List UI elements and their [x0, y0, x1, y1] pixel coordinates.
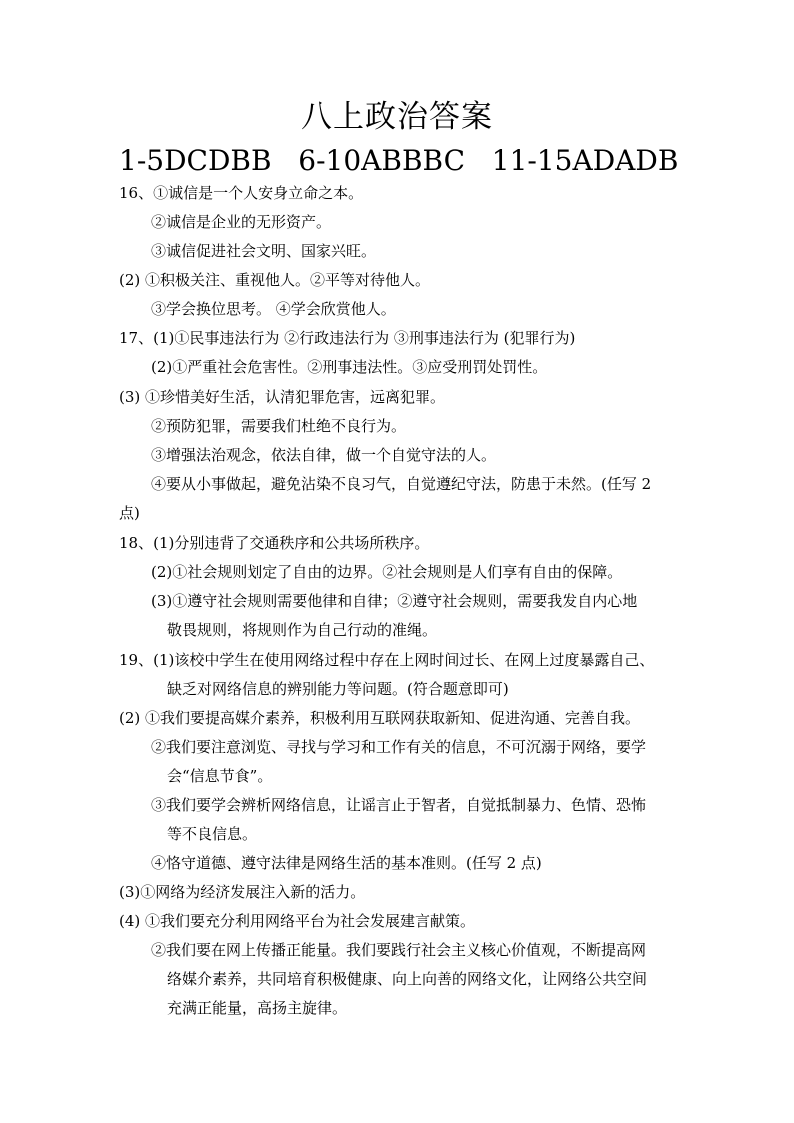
q17-part-3-item-1: (3) ①珍惜美好生活，认清犯罪危害，远离犯罪。 — [119, 388, 446, 406]
q16-part-2-cont: ③学会换位思考。 ④学会欣赏他人。 — [151, 300, 396, 318]
q19-part-2-item-1: (2) ①我们要提高媒介素养，积极利用互联网获取新知、促进沟通、完善自我。 — [119, 709, 641, 727]
q19-part-2-item-2-cont: 会“信息节食”。 — [167, 767, 273, 785]
q16-part-2: (2) ①积极关注、重视他人。②平等对待他人。 — [119, 271, 431, 289]
q19-part-3: (3)①网络为经济发展注入新的活力。 — [119, 883, 366, 901]
q17-part-3-item-4-cont: 点) — [119, 504, 140, 522]
q18-part-2: (2)①社会规则划定了自由的边界。②社会规则是人们享有自由的保障。 — [151, 563, 623, 581]
multiple-choice-answers: 1-5DCDBB 6-10ABBBC 11-15ADADB — [119, 144, 679, 177]
q17-part-3-item-4: ④要从小事做起，避免沾染不良习气，自觉遵纪守法，防患于未然。(任写 2 — [151, 475, 652, 493]
q17-part-3-item-3: ③增强法治观念，依法自律，做一个自觉守法的人。 — [151, 446, 497, 464]
q18-part-3-cont: 敬畏规则，将规则作为自己行动的准绳。 — [167, 621, 438, 639]
q16-item-3: ③诚信促进社会文明、国家兴旺。 — [151, 242, 377, 260]
q19-part-1: 19、(1)该校中学生在使用网络过程中存在上网时间过长、在网上过度暴露自己、 — [119, 651, 655, 669]
q18-part-1: 18、(1)分别违背了交通秩序和公共场所秩序。 — [119, 534, 430, 552]
q19-part-1-cont: 缺乏对网络信息的辨别能力等问题。(符合题意即可) — [167, 680, 509, 698]
q19-part-4-item-2: ②我们要在网上传播正能量。我们要践行社会主义核心价值观，不断提高网 — [151, 941, 647, 959]
q19-part-2-item-3-cont: 等不良信息。 — [167, 825, 258, 843]
q19-part-2-item-2: ②我们要注意浏览、寻找与学习和工作有关的信息，不可沉溺于网络，要学 — [151, 738, 647, 756]
q19-part-2-item-3: ③我们要学会辨析网络信息，让谣言止于智者，自觉抵制暴力、色情、恐怖 — [151, 796, 647, 814]
q19-part-4-item-2-cont-2: 充满正能量，高扬主旋律。 — [167, 999, 348, 1017]
q17-part-2: (2)①严重社会危害性。②刑事违法性。③应受刑罚处罚性。 — [151, 358, 548, 376]
q19-part-2-item-4: ④恪守道德、遵守法律是网络生活的基本准则。(任写 2 点) — [151, 854, 542, 872]
page-title: 八上政治答案 — [301, 99, 493, 135]
q16-item-2: ②诚信是企业的无形资产。 — [151, 213, 332, 231]
q18-part-3: (3)①遵守社会规则需要他律和自律；②遵守社会规则，需要我发自内心地 — [151, 592, 638, 610]
q17-part-3-item-2: ②预防犯罪，需要我们杜绝不良行为。 — [151, 417, 407, 435]
q19-part-4-item-2-cont-1: 络媒介素养，共同培育积极健康、向上向善的网络文化，让网络公共空间 — [167, 970, 648, 988]
q19-part-4-item-1: (4) ①我们要充分利用网络平台为社会发展建言献策。 — [119, 912, 476, 930]
q17-part-1: 17、(1)①民事违法行为 ②行政违法行为 ③刑事违法行为 (犯罪行为) — [119, 329, 576, 347]
q16-item-1: 16、①诚信是一个人安身立命之本。 — [119, 184, 364, 202]
